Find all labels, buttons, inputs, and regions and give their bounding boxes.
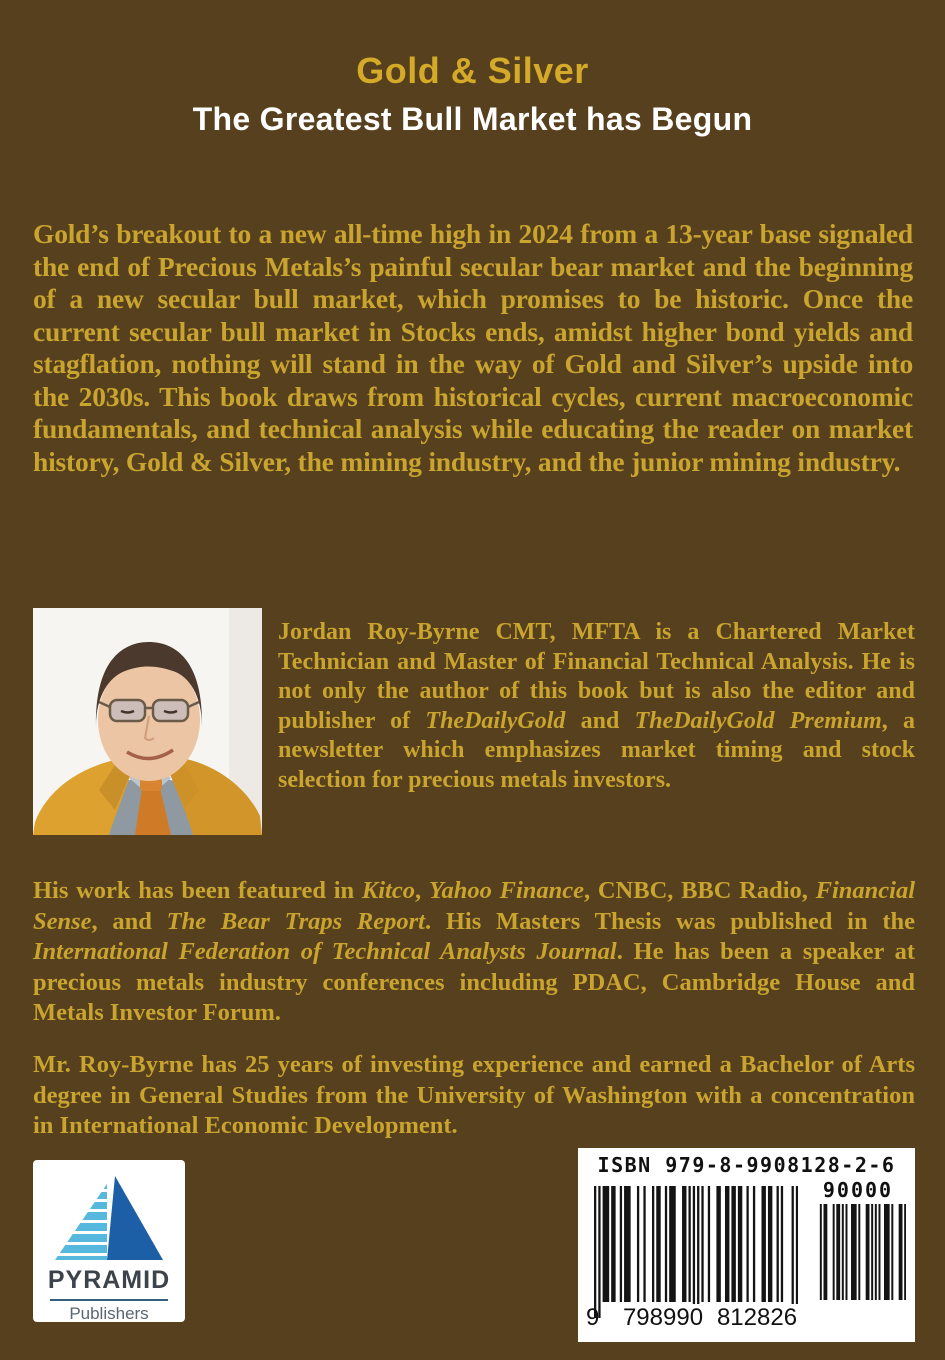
ean13-barcode <box>594 1186 798 1318</box>
text-segment: The Bear Traps Report <box>166 907 425 935</box>
synopsis-paragraph: Gold’s breakout to a new all-time high in 2024 from a 13-year base signaled the end of Precious Metals’s painful secular bear market and the beginning of a new secular bull market, which promises to be historic. Once the current secular bull market in Stocks ends, amidst higher bond yields and stagflation, nothing will stand in the way of Gold and Silver’s upside into the 2030s. This book draws from historical cycles, current macroeconomic fundamentals, and technical analysis while educating the reader on market history, Gold & Silver, the mining industry, and the junior mining industry. <box>33 218 913 477</box>
text-segment: and <box>565 707 635 734</box>
text-segment: His work has been featured in <box>33 877 362 904</box>
text-segment: Yahoo Finance <box>428 877 585 904</box>
isbn-barcode-box <box>578 1148 915 1342</box>
publisher-divider <box>50 1299 168 1301</box>
text-segment: Jordan Roy-Byrne CMT, MFTA is a Chartered Market Technician and Master of Financial Technical Analysis. He is not only the author of this book but is also the editor and publisher of <box>278 619 915 734</box>
text-segment: TheDailyGold <box>425 707 566 734</box>
book-subtitle: The Greatest Bull Market has Begun <box>192 101 753 137</box>
ean5-addon-barcode <box>818 1204 906 1300</box>
book-title: Gold & Silver <box>356 50 589 91</box>
text-segment: International Federation of Technical Analysts Journal <box>33 938 617 965</box>
text-segment: , CNBC, BBC Radio, <box>584 877 816 904</box>
featured-paragraph <box>33 876 915 1029</box>
pyramid-icon <box>33 1160 185 1264</box>
text-segment: . His Masters Thesis was published in the <box>424 907 915 935</box>
publisher-name: PYRAMID <box>47 1266 171 1294</box>
text-segment: , a newsletter which emphasizes market timing and stock selection for precious metals investors. <box>278 707 916 793</box>
publisher-tagline: Publishers <box>69 1304 149 1323</box>
text-segment: , <box>414 877 429 904</box>
text-segment: . He has been a speaker at precious metals industry conferences including PDAC, Cambridge House and Metals Investor Forum. <box>33 938 916 1026</box>
text-segment: Kitco <box>361 877 415 904</box>
barcode-digit-first: 9 <box>586 1304 600 1331</box>
barcode-digits <box>586 1302 806 1336</box>
text-segment: TheDailyGold Premium <box>634 707 882 734</box>
barcode-addon-label: 90000 <box>822 1178 894 1202</box>
text-segment: Financial Sense <box>33 877 916 935</box>
barcode-digit-group2: 812826 <box>712 1304 802 1332</box>
author-photo <box>33 608 262 835</box>
barcode-digit-group1: 798990 <box>618 1304 708 1332</box>
experience-paragraph: Mr. Roy-Byrne has 25 years of investing experience and earned a Bachelor of Arts degree in General Studies from the University of Washington with a concentration in International Economic Development. <box>33 1051 915 1139</box>
author-portrait-image <box>33 608 262 835</box>
title-block <box>0 50 945 138</box>
publisher-logo <box>33 1160 185 1322</box>
isbn-text: ISBN 979-8-9908128-2-6 <box>597 1153 896 1177</box>
text-segment: , and <box>91 907 167 935</box>
author-bio-paragraph <box>278 618 915 795</box>
